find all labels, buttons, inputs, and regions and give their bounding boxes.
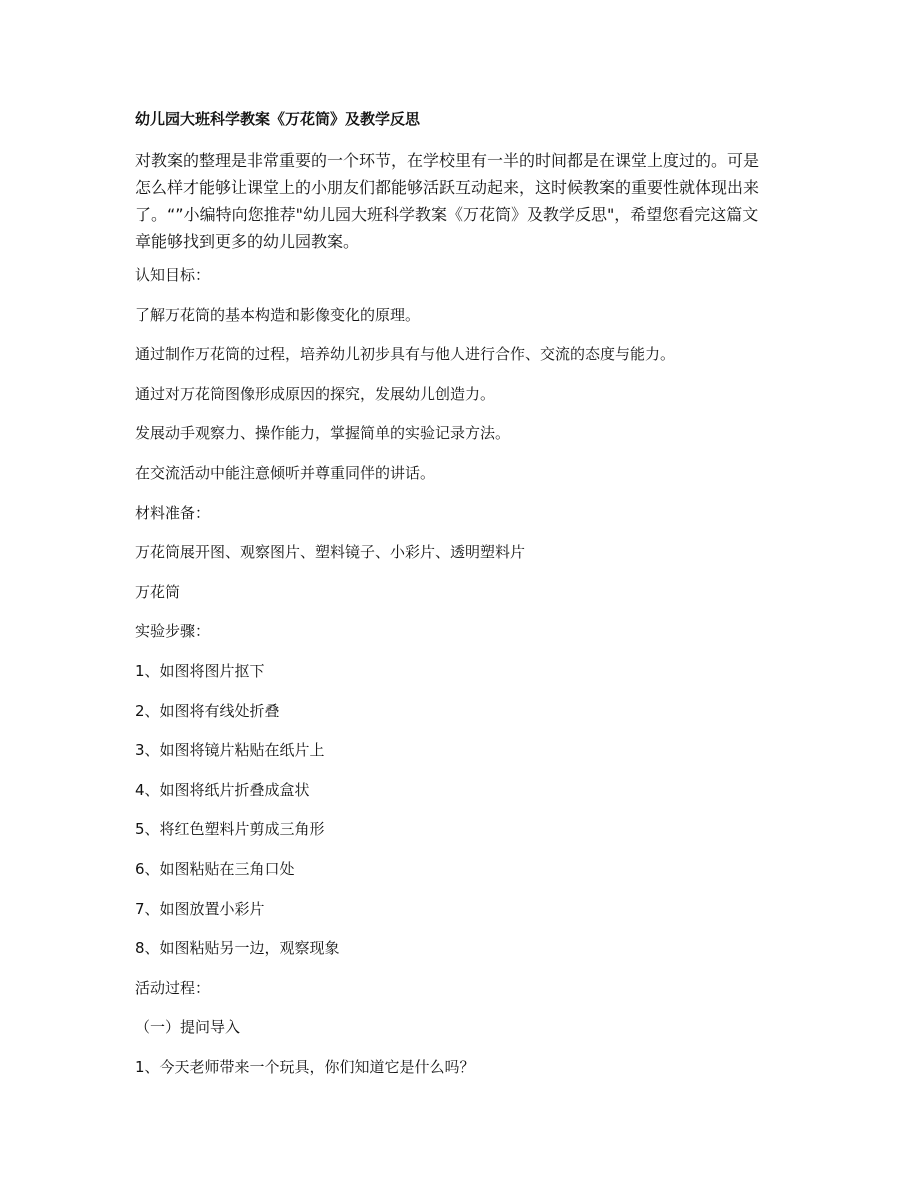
intro-line: 对教案的整理是非常重要的一个环节，在学校里有一半的时间都是在课堂上度过的。可是: [135, 151, 760, 170]
content-line: 4、如图将纸片折叠成盒状: [135, 780, 310, 799]
content-line: 万花筒: [135, 582, 181, 601]
content-line: 7、如图放置小彩片: [135, 899, 265, 918]
content-lines: [135, 264, 795, 1078]
content-line: 通过制作万花筒的过程，培养幼儿初步具有与他人进行合作、交流的态度与能力。: [135, 345, 676, 364]
intro-line: 了。“”小编特向您推荐"幼儿园大班科学教案《万花筒》及教学反思"，希望您看完这篇文: [135, 205, 759, 224]
intro-line: 怎么样才能够让课堂上的小朋友们都能够活跃互动起来，这时候教案的重要性就体现出来: [135, 178, 760, 197]
document-body: [135, 108, 795, 1095]
content-line: 在交流活动中能注意倾听并尊重同伴的讲话。: [135, 463, 436, 482]
content-line: 通过对万花筒图像形成原因的探究，发展幼儿创造力。: [135, 384, 496, 403]
content-line: 8、如图粘贴另一边，观察现象: [135, 939, 340, 958]
document-title: 幼儿园大班科学教案《万花筒》及教学反思: [135, 110, 421, 128]
content-line: 材料准备：: [135, 503, 211, 522]
content-line: 认知目标：: [135, 266, 211, 284]
content-line: 1、今天老师带来一个玩具，你们知道它是什么吗？: [135, 1057, 475, 1076]
content-line: 万花筒展开图、观察图片、塑料镜子、小彩片、透明塑料片: [135, 543, 526, 562]
content-line: 活动过程：: [135, 978, 211, 997]
content-line: 6、如图粘贴在三角口处: [135, 859, 295, 878]
content-line: 2、如图将有线处折叠: [135, 701, 280, 720]
content-line: 3、如图将镜片粘贴在纸片上: [135, 741, 325, 760]
content-line: 1、如图将图片抠下: [135, 661, 265, 680]
intro-paragraph: [135, 147, 795, 255]
content-line: 实验步骤：: [135, 622, 211, 641]
content-line: 发展动手观察力、操作能力，掌握简单的实验记录方法。: [135, 424, 511, 443]
content-line: 了解万花筒的基本构造和影像变化的原理。: [135, 305, 421, 324]
intro-line: 章能够找到更多的幼儿园教案。: [135, 232, 360, 251]
content-line: 5、将红色塑料片剪成三角形: [135, 820, 325, 839]
content-line: （一）提问导入: [135, 1018, 241, 1037]
